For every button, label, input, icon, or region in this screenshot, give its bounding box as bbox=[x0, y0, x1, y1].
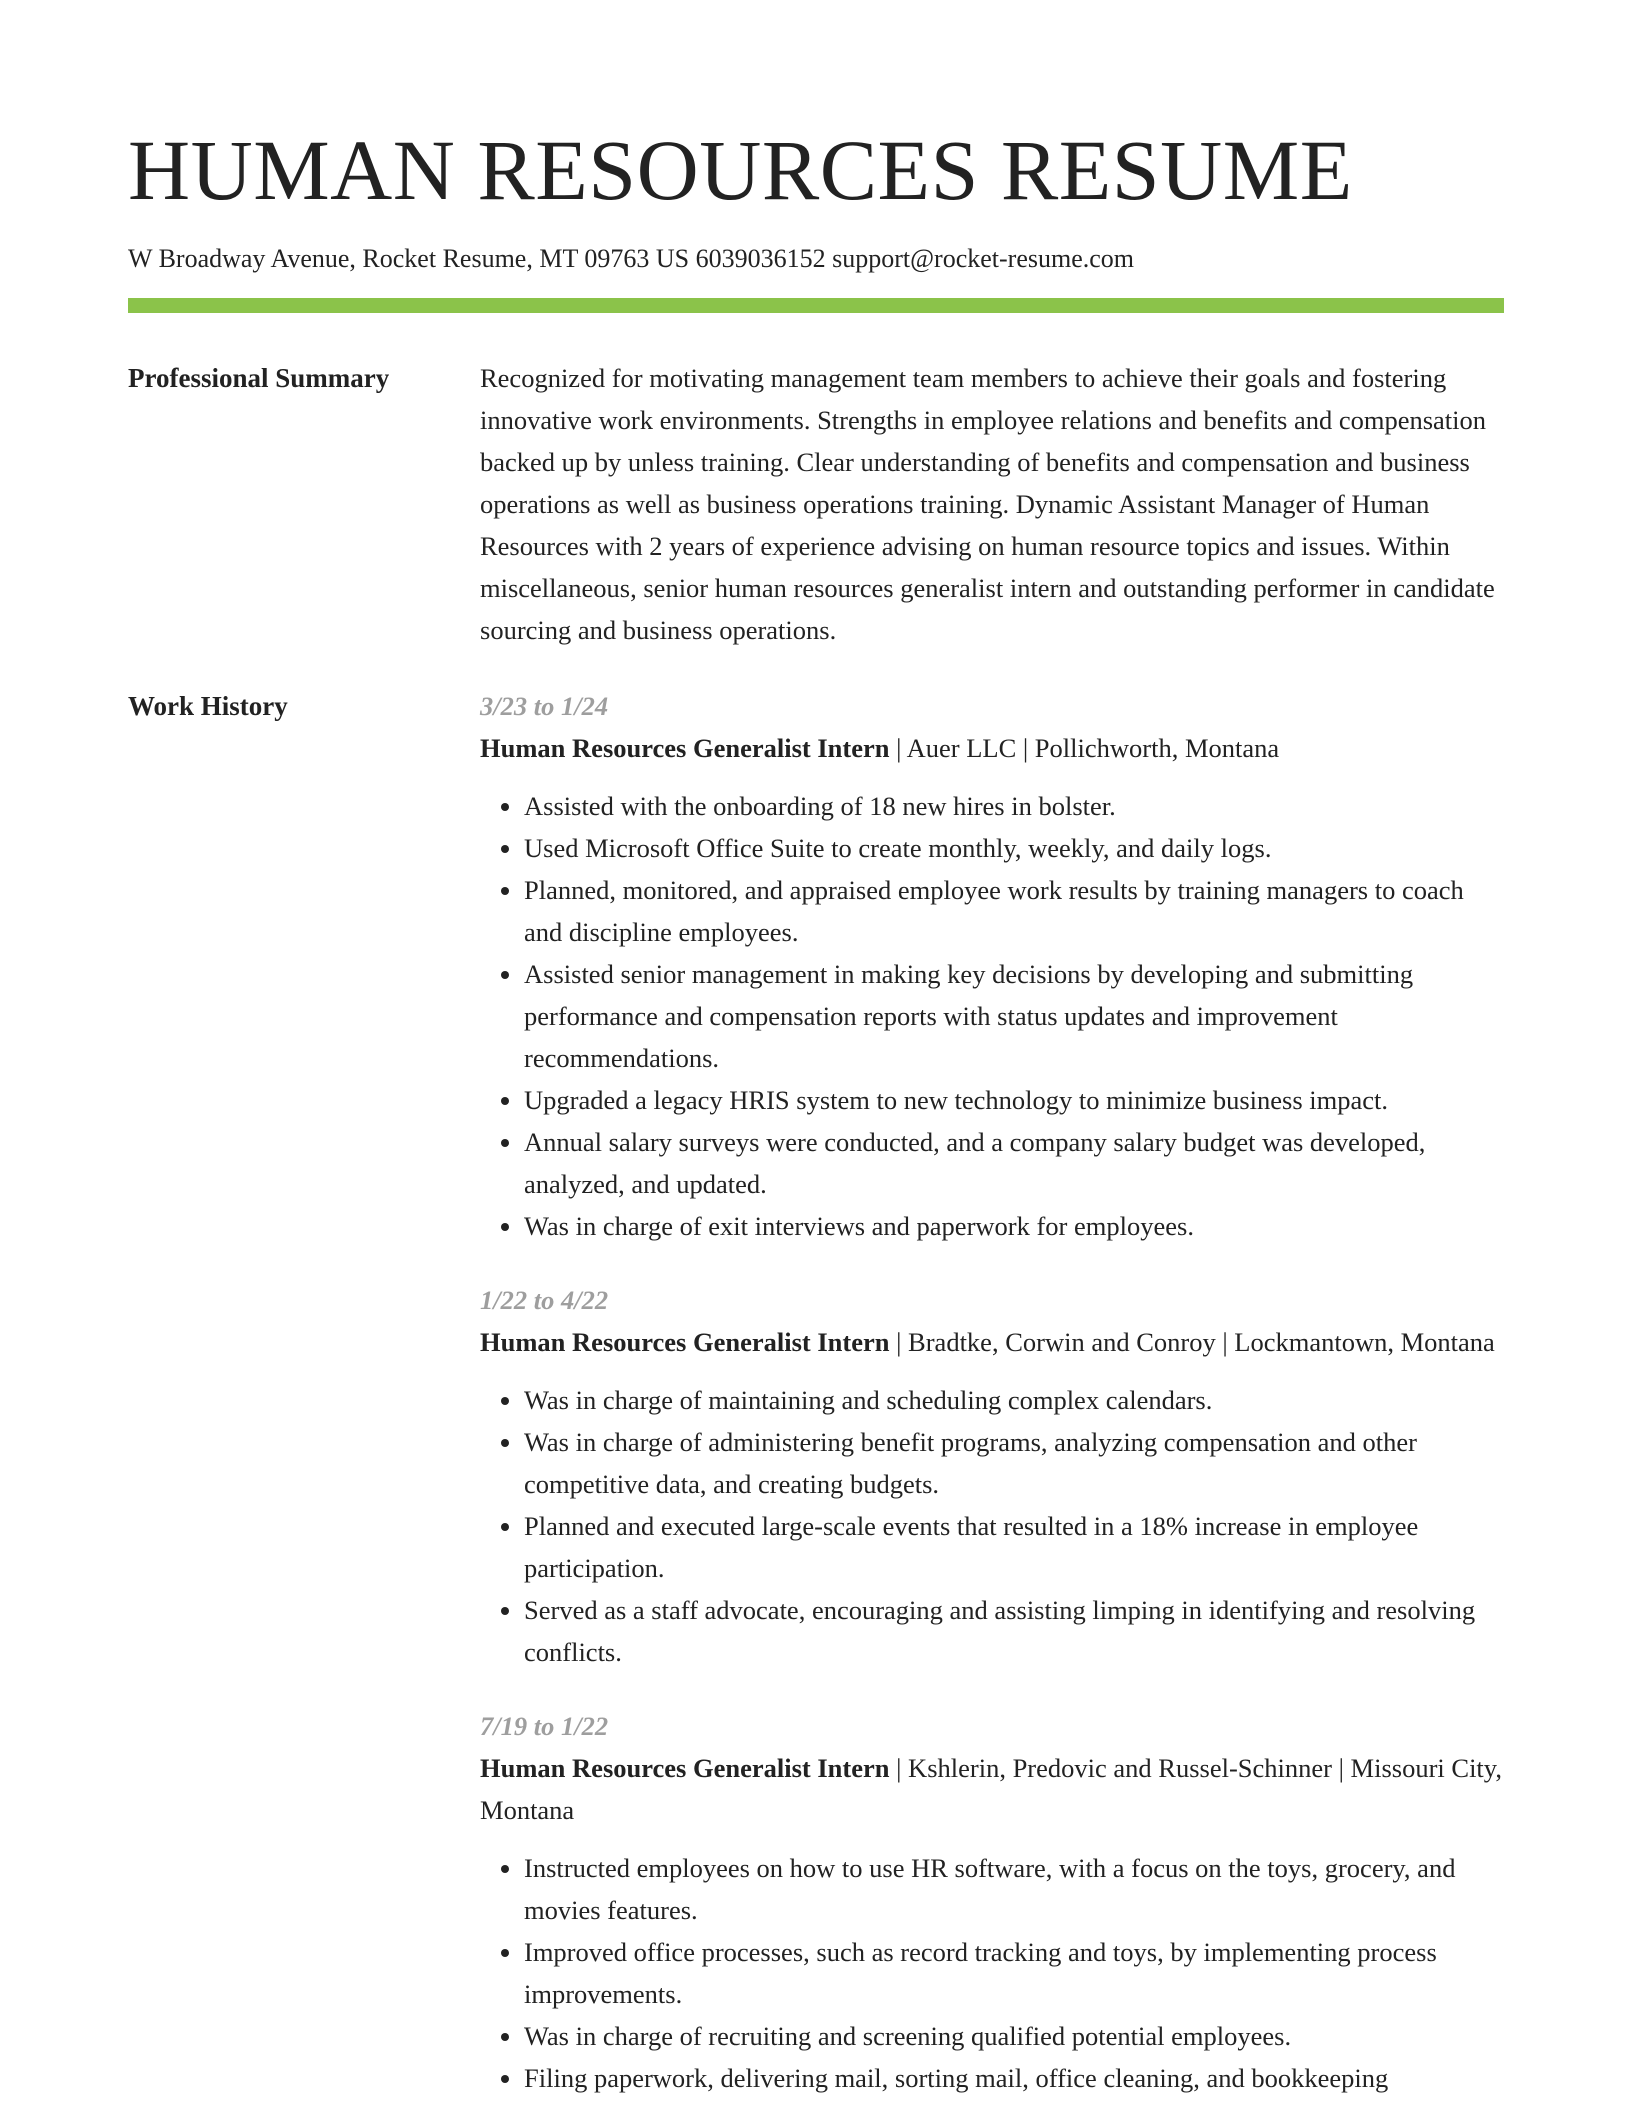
section-label-summary: Professional Summary bbox=[128, 363, 390, 393]
job-title: Human Resources Generalist Intern bbox=[480, 1327, 890, 1357]
section-label-work-history: Work History bbox=[128, 691, 288, 721]
list-item: • Planned, monitored, and appraised employee work results by training managers to coach and discipline employees. bbox=[524, 869, 1504, 953]
job-bullets bbox=[480, 1379, 1504, 1673]
work-history-body bbox=[480, 685, 1504, 2099]
list-item: • Annual salary surveys were conducted, and a company salary budget was developed, analyzed, and updated. bbox=[524, 1121, 1504, 1205]
list-item: • Assisted with the onboarding of 18 new hires in bolster. bbox=[524, 785, 1504, 827]
job-dates: 7/19 to 1/22 bbox=[480, 1711, 609, 1741]
job-heading bbox=[480, 1747, 1504, 1831]
list-item: • Instructed employees on how to use HR software, with a focus on the toys, grocery, and movies features. bbox=[524, 1847, 1504, 1931]
list-item: • Used Microsoft Office Suite to create monthly, weekly, and daily logs. bbox=[524, 827, 1504, 869]
list-item: • Was in charge of administering benefit programs, analyzing compensation and other competitive data, and creating budgets. bbox=[524, 1421, 1504, 1505]
job-entry-2 bbox=[480, 1279, 1504, 1673]
contact-line: W Broadway Avenue, Rocket Resume, MT 09763 US 6039036152 support@rocket-resume.com bbox=[128, 244, 1135, 273]
job-entry-1 bbox=[480, 685, 1504, 1247]
header-divider bbox=[128, 298, 1504, 313]
job-heading bbox=[480, 727, 1504, 769]
job-employer-location: | Bradtke, Corwin and Conroy | Lockmantown, Montana bbox=[889, 1327, 1495, 1357]
summary-body bbox=[480, 357, 1504, 651]
list-item: • Filing paperwork, delivering mail, sorting mail, office cleaning, and bookkeeping bbox=[524, 2057, 1504, 2099]
list-item: • Served as a staff advocate, encouraging and assisting limping in identifying and resolving conflicts. bbox=[524, 1589, 1504, 1673]
list-item: • Was in charge of maintaining and scheduling complex calendars. bbox=[524, 1379, 1504, 1421]
job-employer-location: | Auer LLC | Pollichworth, Montana bbox=[889, 733, 1280, 763]
resume-title: HUMAN RESOURCES RESUME bbox=[128, 122, 1353, 218]
job-entry-3 bbox=[480, 1705, 1504, 2099]
list-item: • Was in charge of recruiting and screening qualified potential employees. bbox=[524, 2015, 1504, 2057]
list-item: • Improved office processes, such as record tracking and toys, by implementing process improvements. bbox=[524, 1931, 1504, 2015]
job-bullets bbox=[480, 785, 1504, 1247]
list-item: • Upgraded a legacy HRIS system to new technology to minimize business impact. bbox=[524, 1079, 1504, 1121]
work-history-section bbox=[128, 685, 1504, 2099]
job-heading bbox=[480, 1321, 1504, 1363]
list-item: • Was in charge of exit interviews and paperwork for employees. bbox=[524, 1205, 1504, 1247]
summary-text: Recognized for motivating management team members to achieve their goals and fostering innovative work environments. Strengths in employee relations and benefits and compensation backed up by unless training. Clear understanding of benefits and compensation and business operations as well as business operations training. Dynamic Assistant Manager of Human Resources with 2 years of experience advising on human resource topics and issues. Within miscellaneous, senior human resources generalist intern and outstanding performer in candidate sourcing and business operations. bbox=[480, 363, 1495, 645]
resume-page bbox=[128, 0, 1504, 2099]
job-title: Human Resources Generalist Intern bbox=[480, 1753, 890, 1783]
job-bullets bbox=[480, 1847, 1504, 2099]
list-item: • Planned and executed large-scale events that resulted in a 18% increase in employee participation. bbox=[524, 1505, 1504, 1589]
job-employer-location: | Kshlerin, Predovic and Russel-Schinner | Missouri City, Montana bbox=[480, 1753, 1502, 1825]
list-item: • Assisted senior management in making key decisions by developing and submitting performance and compensation reports with status updates and improvement recommendations. bbox=[524, 953, 1504, 1079]
job-dates: 1/22 to 4/22 bbox=[480, 1285, 609, 1315]
job-title: Human Resources Generalist Intern bbox=[480, 733, 890, 763]
job-dates: 3/23 to 1/24 bbox=[480, 691, 609, 721]
professional-summary-section bbox=[128, 357, 1504, 651]
